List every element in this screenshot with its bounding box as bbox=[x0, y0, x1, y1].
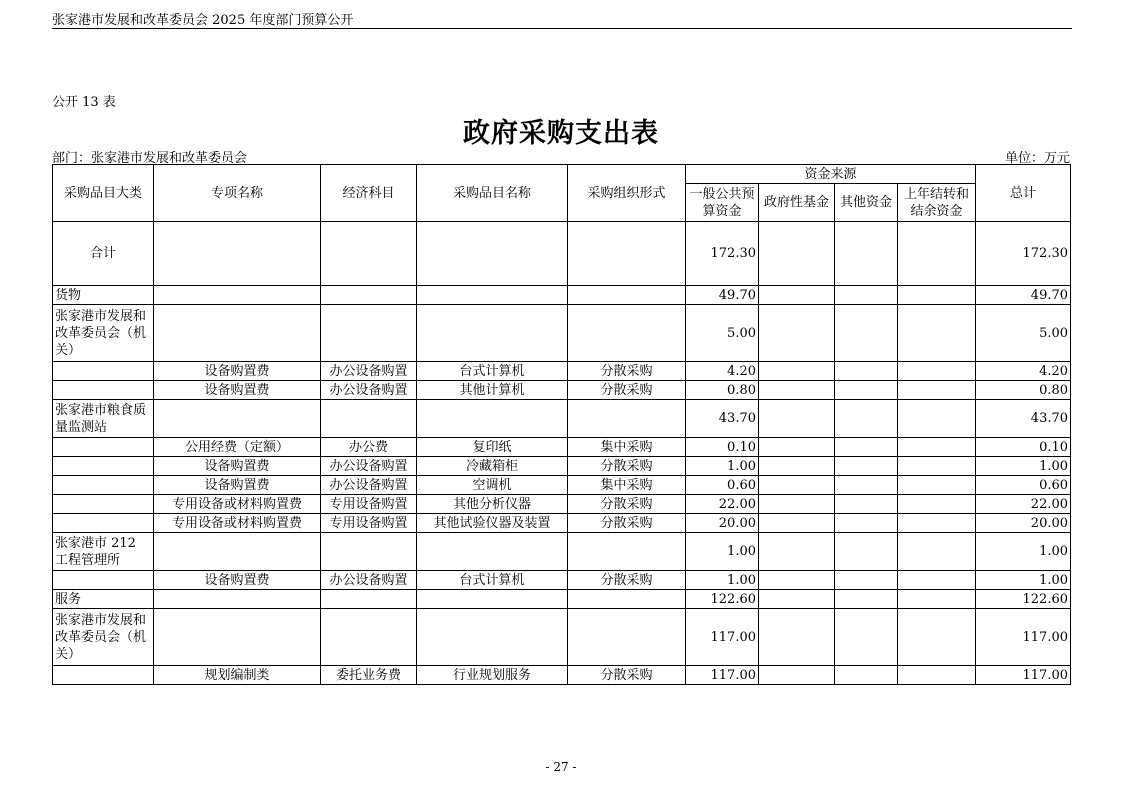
other-cell bbox=[835, 571, 898, 590]
economic-cell bbox=[321, 609, 417, 666]
category-cell: 货物 bbox=[53, 286, 154, 305]
table-row bbox=[53, 666, 1071, 685]
category-cell bbox=[53, 362, 154, 381]
gov-fund-cell bbox=[759, 305, 835, 362]
other-cell bbox=[835, 590, 898, 609]
economic-cell: 专用设备购置 bbox=[321, 514, 417, 533]
economic-cell: 专用设备购置 bbox=[321, 495, 417, 514]
department-label: 部门：张家港市发展和改革委员会 bbox=[52, 151, 248, 166]
total-cell: 0.80 bbox=[976, 381, 1071, 400]
other-cell bbox=[835, 609, 898, 666]
other-cell bbox=[835, 495, 898, 514]
category-cell bbox=[53, 381, 154, 400]
project-cell bbox=[154, 400, 321, 438]
form-cell bbox=[568, 533, 686, 571]
total-cell: 0.10 bbox=[976, 438, 1071, 457]
economic-cell: 办公设备购置 bbox=[321, 457, 417, 476]
project-cell bbox=[154, 533, 321, 571]
total-sum: 172.30 bbox=[976, 222, 1071, 286]
general-budget-cell: 0.10 bbox=[686, 438, 759, 457]
carryover-cell bbox=[898, 666, 976, 685]
header-rule bbox=[52, 28, 1072, 29]
category-cell bbox=[53, 476, 154, 495]
project-cell: 设备购置费 bbox=[154, 476, 321, 495]
general-budget-cell: 0.80 bbox=[686, 381, 759, 400]
other-cell bbox=[835, 362, 898, 381]
carryover-cell bbox=[898, 476, 976, 495]
form-cell bbox=[568, 590, 686, 609]
general-budget-cell: 0.60 bbox=[686, 476, 759, 495]
header-other: 其他资金 bbox=[835, 184, 898, 222]
header-project: 专项名称 bbox=[154, 165, 321, 222]
form-cell: 集中采购 bbox=[568, 476, 686, 495]
header-form: 采购组织形式 bbox=[568, 165, 686, 222]
procurement-table bbox=[52, 164, 1071, 685]
other-cell bbox=[835, 286, 898, 305]
form-cell bbox=[568, 400, 686, 438]
gov-fund-cell bbox=[759, 609, 835, 666]
form-cell: 分散采购 bbox=[568, 571, 686, 590]
carryover-cell bbox=[898, 590, 976, 609]
project-cell bbox=[154, 286, 321, 305]
project-cell: 公用经费（定额） bbox=[154, 438, 321, 457]
other-cell bbox=[835, 476, 898, 495]
carryover-cell bbox=[898, 495, 976, 514]
header-carryover: 上年结转和结余资金 bbox=[898, 184, 976, 222]
general-budget-cell: 117.00 bbox=[686, 609, 759, 666]
category-cell: 张家港市发展和改革委员会（机关） bbox=[53, 609, 154, 666]
gov-fund-cell bbox=[759, 381, 835, 400]
project-cell bbox=[154, 590, 321, 609]
gov-fund-cell bbox=[759, 476, 835, 495]
general-budget-cell: 20.00 bbox=[686, 514, 759, 533]
carryover-cell bbox=[898, 609, 976, 666]
item-cell bbox=[417, 305, 568, 362]
project-cell: 设备购置费 bbox=[154, 571, 321, 590]
table-row bbox=[53, 476, 1071, 495]
gov-fund-cell bbox=[759, 362, 835, 381]
gov-fund-cell bbox=[759, 666, 835, 685]
item-cell: 其他试验仪器及装置 bbox=[417, 514, 568, 533]
general-budget-cell: 22.00 bbox=[686, 495, 759, 514]
economic-cell: 办公设备购置 bbox=[321, 381, 417, 400]
general-budget-cell: 1.00 bbox=[686, 533, 759, 571]
table-row bbox=[53, 362, 1071, 381]
other-cell bbox=[835, 381, 898, 400]
form-cell: 集中采购 bbox=[568, 438, 686, 457]
total-cell: 4.20 bbox=[976, 362, 1071, 381]
form-cell bbox=[568, 609, 686, 666]
total-cell: 1.00 bbox=[976, 571, 1071, 590]
category-cell: 张家港市发展和改革委员会（机关） bbox=[53, 305, 154, 362]
form-cell: 分散采购 bbox=[568, 495, 686, 514]
header-item: 采购品目名称 bbox=[417, 165, 568, 222]
other-cell bbox=[835, 514, 898, 533]
total-cell: 117.00 bbox=[976, 609, 1071, 666]
item-cell: 冷藏箱柜 bbox=[417, 457, 568, 476]
item-cell: 复印纸 bbox=[417, 438, 568, 457]
economic-cell: 办公设备购置 bbox=[321, 362, 417, 381]
other-cell bbox=[835, 400, 898, 438]
total-cell: 122.60 bbox=[976, 590, 1071, 609]
total-cell: 1.00 bbox=[976, 457, 1071, 476]
project-cell: 设备购置费 bbox=[154, 381, 321, 400]
general-budget-cell: 1.00 bbox=[686, 457, 759, 476]
item-cell: 台式计算机 bbox=[417, 362, 568, 381]
unit-label: 单位：万元 bbox=[1004, 151, 1070, 166]
header-category: 采购品目大类 bbox=[53, 165, 154, 222]
carryover-cell bbox=[898, 571, 976, 590]
category-cell: 张家港市 212 工程管理所 bbox=[53, 533, 154, 571]
header-economic: 经济科目 bbox=[321, 165, 417, 222]
table-row bbox=[53, 457, 1071, 476]
project-cell: 设备购置费 bbox=[154, 362, 321, 381]
total-cell: 20.00 bbox=[976, 514, 1071, 533]
gov-fund-cell bbox=[759, 438, 835, 457]
gov-fund-cell bbox=[759, 400, 835, 438]
form-cell: 分散采购 bbox=[568, 362, 686, 381]
item-cell bbox=[417, 609, 568, 666]
other-cell bbox=[835, 533, 898, 571]
economic-cell: 办公设备购置 bbox=[321, 571, 417, 590]
form-cell bbox=[568, 305, 686, 362]
carryover-cell bbox=[898, 286, 976, 305]
item-cell: 台式计算机 bbox=[417, 571, 568, 590]
gov-fund-cell bbox=[759, 571, 835, 590]
item-cell: 其他分析仪器 bbox=[417, 495, 568, 514]
unit-row bbox=[53, 400, 1071, 438]
project-cell: 专用设备或材料购置费 bbox=[154, 495, 321, 514]
item-cell: 其他计算机 bbox=[417, 381, 568, 400]
category-cell: 张家港市粮食质量监测站 bbox=[53, 400, 154, 438]
table-row bbox=[53, 495, 1071, 514]
item-cell bbox=[417, 400, 568, 438]
total-cell: 0.60 bbox=[976, 476, 1071, 495]
other-cell bbox=[835, 305, 898, 362]
unit-row bbox=[53, 305, 1071, 362]
economic-cell: 办公设备购置 bbox=[321, 476, 417, 495]
total-label: 合计 bbox=[53, 222, 154, 286]
carryover-cell bbox=[898, 533, 976, 571]
table-row bbox=[53, 381, 1071, 400]
total-cell: 22.00 bbox=[976, 495, 1071, 514]
gov-fund-cell bbox=[759, 590, 835, 609]
total-row bbox=[53, 222, 1071, 286]
header-funding: 资金来源 bbox=[686, 165, 976, 184]
general-budget-cell: 49.70 bbox=[686, 286, 759, 305]
category-cell bbox=[53, 438, 154, 457]
general-budget-cell: 43.70 bbox=[686, 400, 759, 438]
category-cell bbox=[53, 514, 154, 533]
item-cell: 空调机 bbox=[417, 476, 568, 495]
category-row bbox=[53, 286, 1071, 305]
category-cell bbox=[53, 495, 154, 514]
item-cell bbox=[417, 286, 568, 305]
header-total: 总计 bbox=[976, 165, 1071, 222]
category-cell: 服务 bbox=[53, 590, 154, 609]
project-cell bbox=[154, 305, 321, 362]
other-cell bbox=[835, 438, 898, 457]
running-header: 张家港市发展和改革委员会 2025 年度部门预算公开 bbox=[52, 13, 354, 28]
gov-fund-cell bbox=[759, 457, 835, 476]
carryover-cell bbox=[898, 362, 976, 381]
page-title: 政府采购支出表 bbox=[463, 118, 659, 149]
page-number: - 27 - bbox=[545, 760, 577, 774]
carryover-cell bbox=[898, 457, 976, 476]
header-general-budget: 一般公共预算资金 bbox=[686, 184, 759, 222]
total-cell: 117.00 bbox=[976, 666, 1071, 685]
item-cell bbox=[417, 533, 568, 571]
gov-fund-cell bbox=[759, 495, 835, 514]
other-cell bbox=[835, 666, 898, 685]
economic-cell bbox=[321, 286, 417, 305]
total-cell: 49.70 bbox=[976, 286, 1071, 305]
economic-cell bbox=[321, 305, 417, 362]
total-cell: 43.70 bbox=[976, 400, 1071, 438]
table-row bbox=[53, 571, 1071, 590]
total-cell: 1.00 bbox=[976, 533, 1071, 571]
form-cell bbox=[568, 286, 686, 305]
form-cell: 分散采购 bbox=[568, 457, 686, 476]
unit-row bbox=[53, 533, 1071, 571]
total-cell: 5.00 bbox=[976, 305, 1071, 362]
economic-cell: 委托业务费 bbox=[321, 666, 417, 685]
category-row bbox=[53, 590, 1071, 609]
project-cell: 设备购置费 bbox=[154, 457, 321, 476]
category-cell bbox=[53, 457, 154, 476]
economic-cell bbox=[321, 400, 417, 438]
gov-fund-cell bbox=[759, 533, 835, 571]
table-number: 公开 13 表 bbox=[52, 95, 116, 110]
category-cell bbox=[53, 571, 154, 590]
carryover-cell bbox=[898, 400, 976, 438]
item-cell bbox=[417, 590, 568, 609]
carryover-cell bbox=[898, 305, 976, 362]
item-cell: 行业规划服务 bbox=[417, 666, 568, 685]
project-cell: 规划编制类 bbox=[154, 666, 321, 685]
gov-fund-cell bbox=[759, 286, 835, 305]
table-row bbox=[53, 438, 1071, 457]
project-cell bbox=[154, 609, 321, 666]
general-budget-cell: 5.00 bbox=[686, 305, 759, 362]
unit-row bbox=[53, 609, 1071, 666]
category-cell bbox=[53, 666, 154, 685]
header-gov-fund: 政府性基金 bbox=[759, 184, 835, 222]
general-budget-cell: 4.20 bbox=[686, 362, 759, 381]
form-cell: 分散采购 bbox=[568, 666, 686, 685]
carryover-cell bbox=[898, 514, 976, 533]
general-budget-cell: 122.60 bbox=[686, 590, 759, 609]
economic-cell: 办公费 bbox=[321, 438, 417, 457]
other-cell bbox=[835, 457, 898, 476]
gov-fund-cell bbox=[759, 514, 835, 533]
general-budget-cell: 1.00 bbox=[686, 571, 759, 590]
general-budget-cell: 117.00 bbox=[686, 666, 759, 685]
table-row bbox=[53, 514, 1071, 533]
project-cell: 专用设备或材料购置费 bbox=[154, 514, 321, 533]
total-general: 172.30 bbox=[686, 222, 759, 286]
form-cell: 分散采购 bbox=[568, 381, 686, 400]
form-cell: 分散采购 bbox=[568, 514, 686, 533]
economic-cell bbox=[321, 533, 417, 571]
economic-cell bbox=[321, 590, 417, 609]
carryover-cell bbox=[898, 438, 976, 457]
carryover-cell bbox=[898, 381, 976, 400]
